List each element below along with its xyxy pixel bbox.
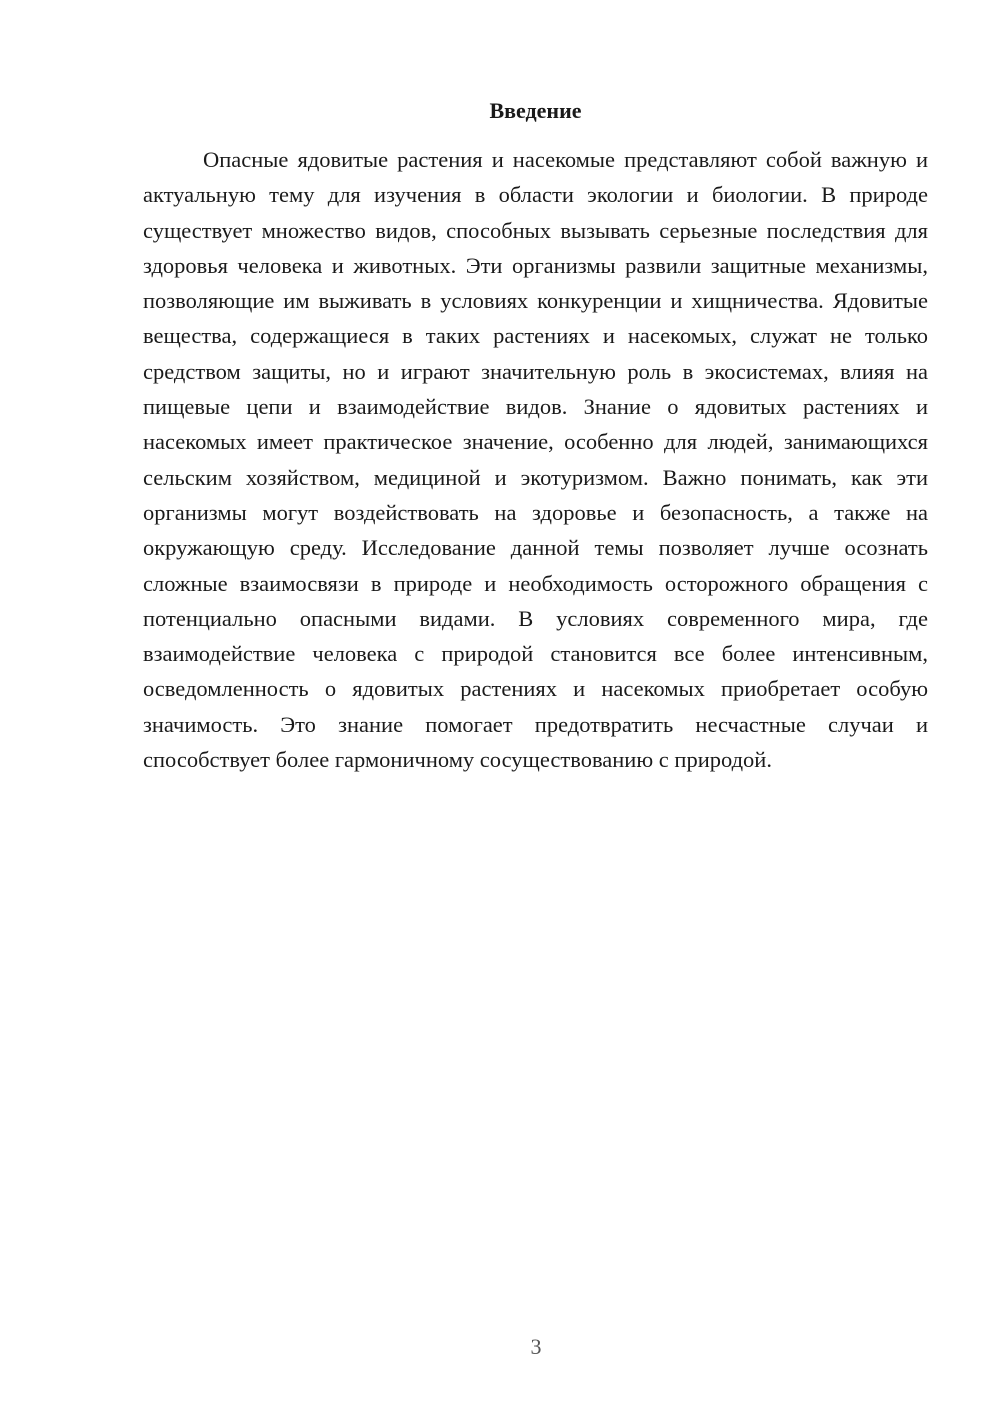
body-paragraph: Опасные ядовитые растения и насекомые представляют собой важную и актуальную тему для изучения в области экологии и биологии. В природе существует множество видов, способных вызывать серьезные последствия для здоровья человека и животных. Эти организмы развили защитные механизмы, позволяющие им выживать в условиях конкуренции и хищничества. Ядовитые вещества, содержащиеся в таких растениях и насекомых, служат не только средством защиты, но и играют значительную роль в экосистемах, влияя на пищевые цепи и взаимодействие видов. Знание о ядовитых растениях и насекомых имеет практическое значение, особенно для людей, занимающихся сельским хозяйством, медициной и экотуризмом. Важно понимать, как эти организмы могут воздействовать на здоровье и безопасность, а также на окружающую среду. Исследование данной темы позволяет лучше осознать сложные взаимосвязи в природе и необходимость осторожного обращения с потенциально опасными видами. В условиях современного мира, где взаимодействие человека с природой становится все более интенсивным, осведомленность о ядовитых растениях и насекомых приобретает особую значимость. Это знание помогает предотвратить несчастные случаи и способствует более гармоничному сосуществованию с природой. <box>143 147 928 773</box>
page-number: 3 <box>530 1334 542 1359</box>
section-heading: Введение <box>489 98 582 123</box>
